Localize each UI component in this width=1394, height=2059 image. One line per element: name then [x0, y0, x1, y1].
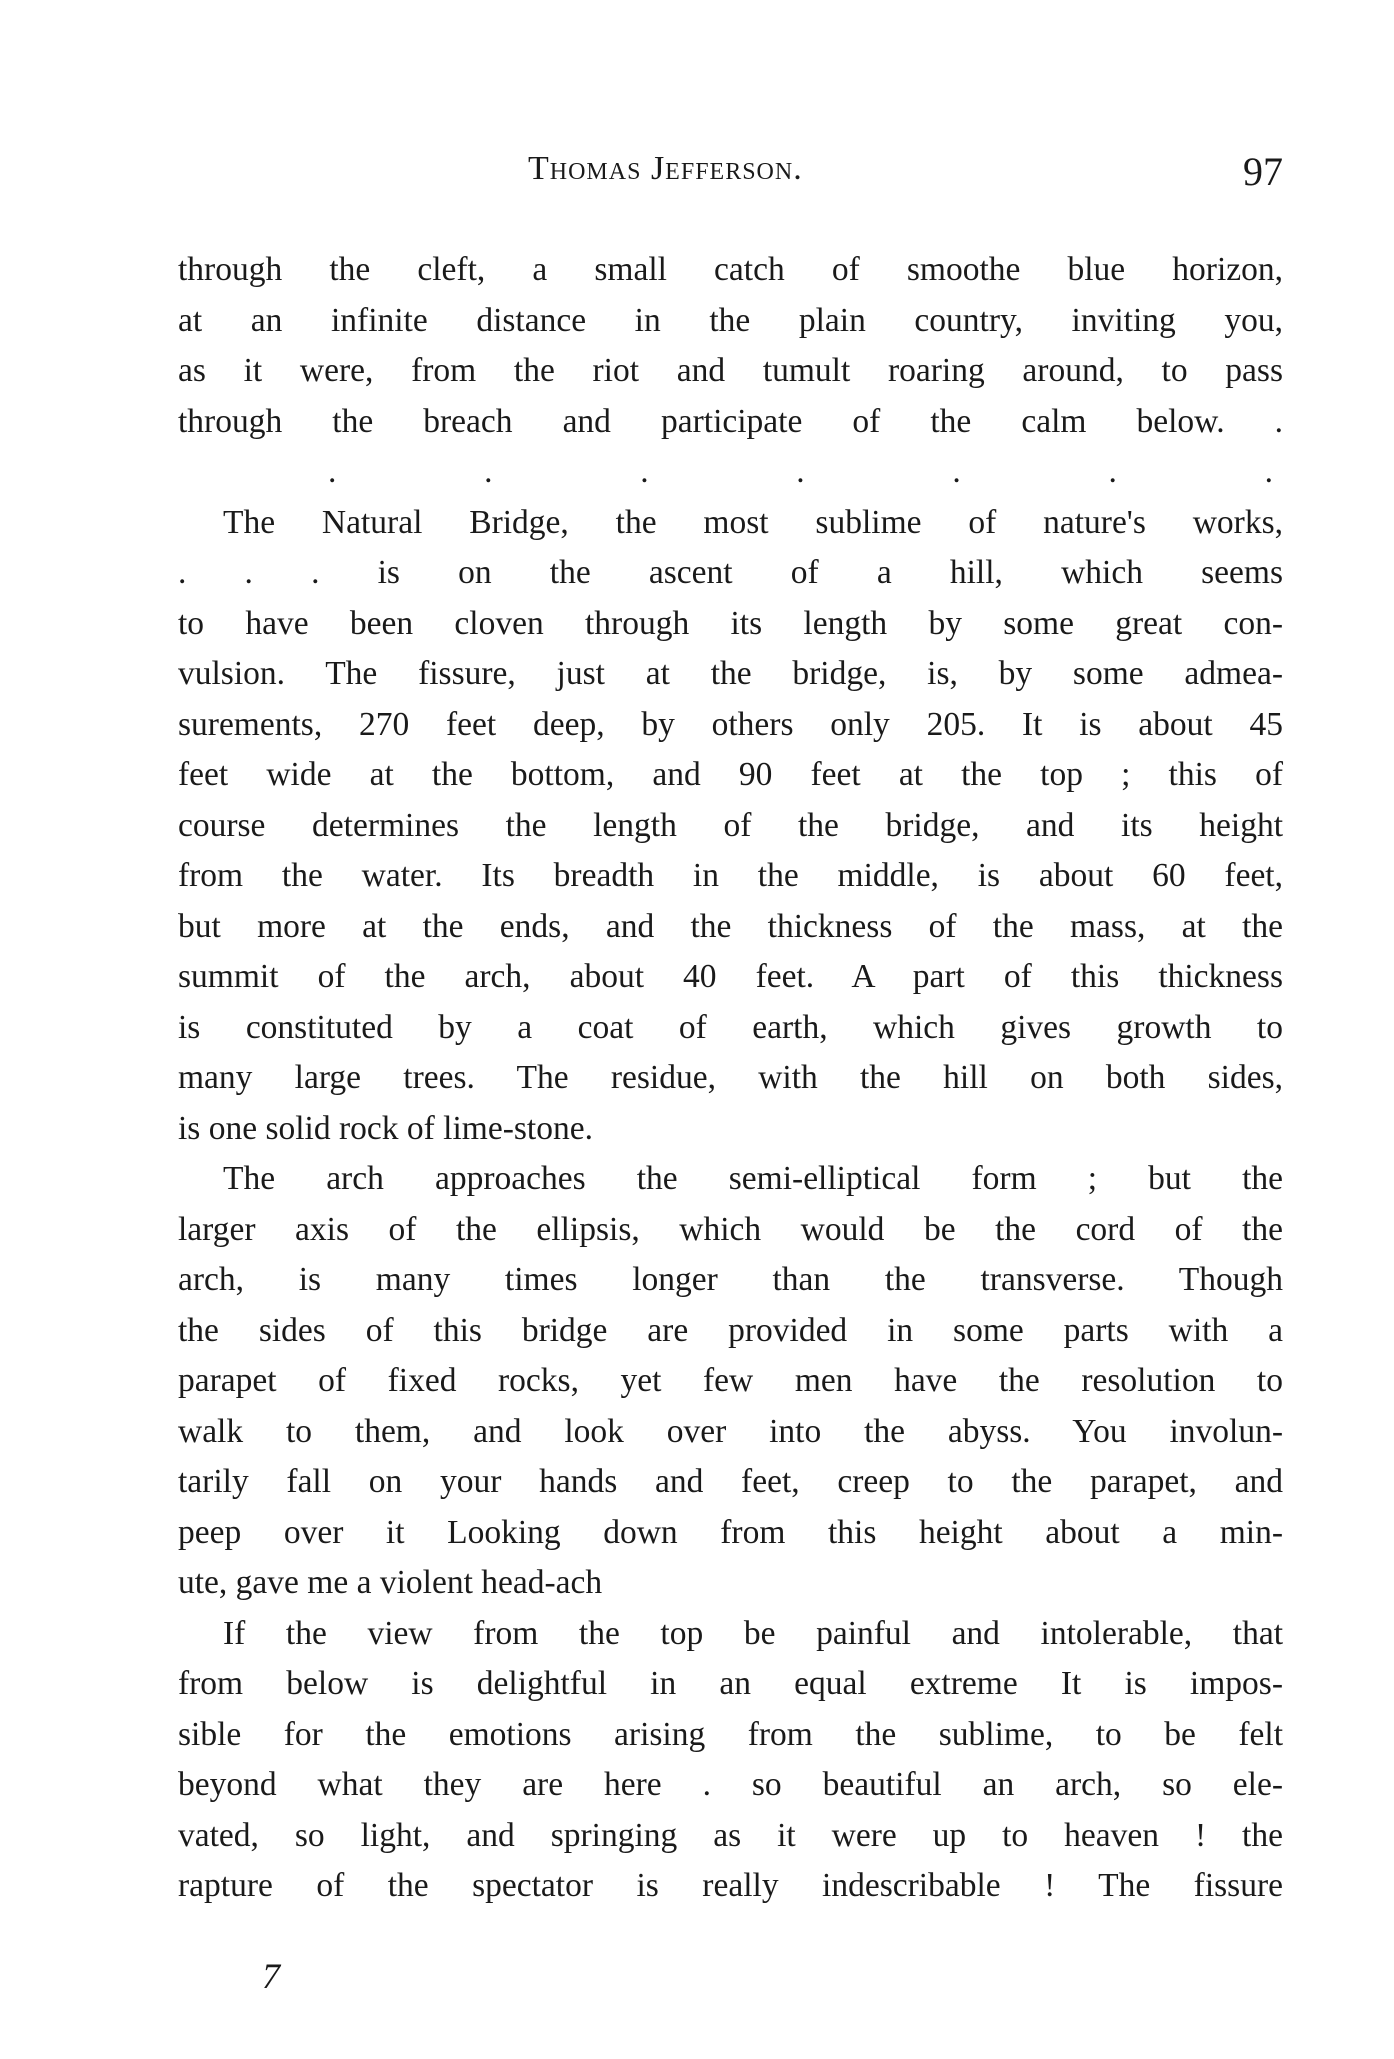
text-line: rapture of the spectator is really indescribable ! The fissure — [178, 1867, 1283, 1904]
signature-mark: 7 — [262, 1956, 280, 1996]
text-line: from the water. Its breadth in the middle, is about 60 feet, — [178, 857, 1283, 894]
text-line: arch, is many times longer than the transverse. Though — [178, 1261, 1283, 1298]
text-line: beyond what they are here . so beautiful an arch, so ele- — [178, 1766, 1283, 1803]
text-line: ute, gave me a violent head-ach — [178, 1564, 603, 1601]
text-line: surements, 270 feet deep, by others only 205. It is about 45 — [178, 705, 1283, 743]
text-line: feet wide at the bottom, and 90 feet at the top ; this of — [178, 756, 1283, 793]
text-line: larger axis of the ellipsis, which would be the cord of the — [178, 1210, 1283, 1248]
text-line: The Natural Bridge, the most sublime of nature's works, — [223, 503, 1283, 541]
page-number: 97 — [1243, 149, 1283, 194]
text-line: at an infinite distance in the plain country, inviting you, — [178, 301, 1283, 339]
text-line: The arch approaches the semi-elliptical form ; but the — [223, 1160, 1283, 1197]
text-line: many large trees. The residue, with the hill on both sides, — [178, 1059, 1283, 1096]
text-line: from below is delightful in an equal extreme It is impos- — [178, 1665, 1283, 1702]
text-line: sible for the emotions arising from the sublime, to be felt — [178, 1715, 1283, 1753]
text-line: If the view from the top be painful and intolerable, that — [223, 1614, 1283, 1652]
text-line: through the breach and participate of the calm below. . — [178, 402, 1283, 440]
text-line: vulsion. The fissure, just at the bridge, is, by some admea- — [178, 655, 1283, 692]
text-line: to have been cloven through its length by some great con- — [178, 604, 1283, 642]
text-line: is one solid rock of lime-stone. — [178, 1109, 593, 1147]
text-line: . . . is on the ascent of a hill, which seems — [178, 554, 1283, 591]
text-line: parapet of fixed rocks, yet few men have the resolution to — [178, 1362, 1283, 1399]
text-line: walk to them, and look over into the abyss. You involun- — [178, 1412, 1283, 1450]
running-head — [178, 150, 1283, 210]
text-line: peep over it Looking down from this height about a min- — [178, 1513, 1283, 1551]
text-line: summit of the arch, about 40 feet. A part of this thickness — [178, 958, 1283, 995]
text-line: tarily fall on your hands and feet, creep to the parapet, and — [178, 1463, 1283, 1500]
text-line: but more at the ends, and the thickness of the mass, at the — [178, 907, 1283, 945]
text-line: as it were, from the riot and tumult roaring around, to pass — [178, 352, 1283, 389]
body-text — [178, 245, 1283, 1912]
text-line: course determines the length of the bridge, and its height — [178, 806, 1283, 844]
text-line: through the cleft, a small catch of smoothe blue horizon, — [178, 251, 1283, 288]
text-line: is constituted by a coat of earth, which gives growth to — [178, 1008, 1283, 1046]
text-line: . . . . . . . — [328, 453, 1273, 490]
running-title: Thomas Jefferson. — [528, 150, 803, 187]
text-line: the sides of this bridge are provided in some parts with a — [178, 1311, 1283, 1349]
text-line: vated, so light, and springing as it were up to heaven ! the — [178, 1816, 1283, 1854]
